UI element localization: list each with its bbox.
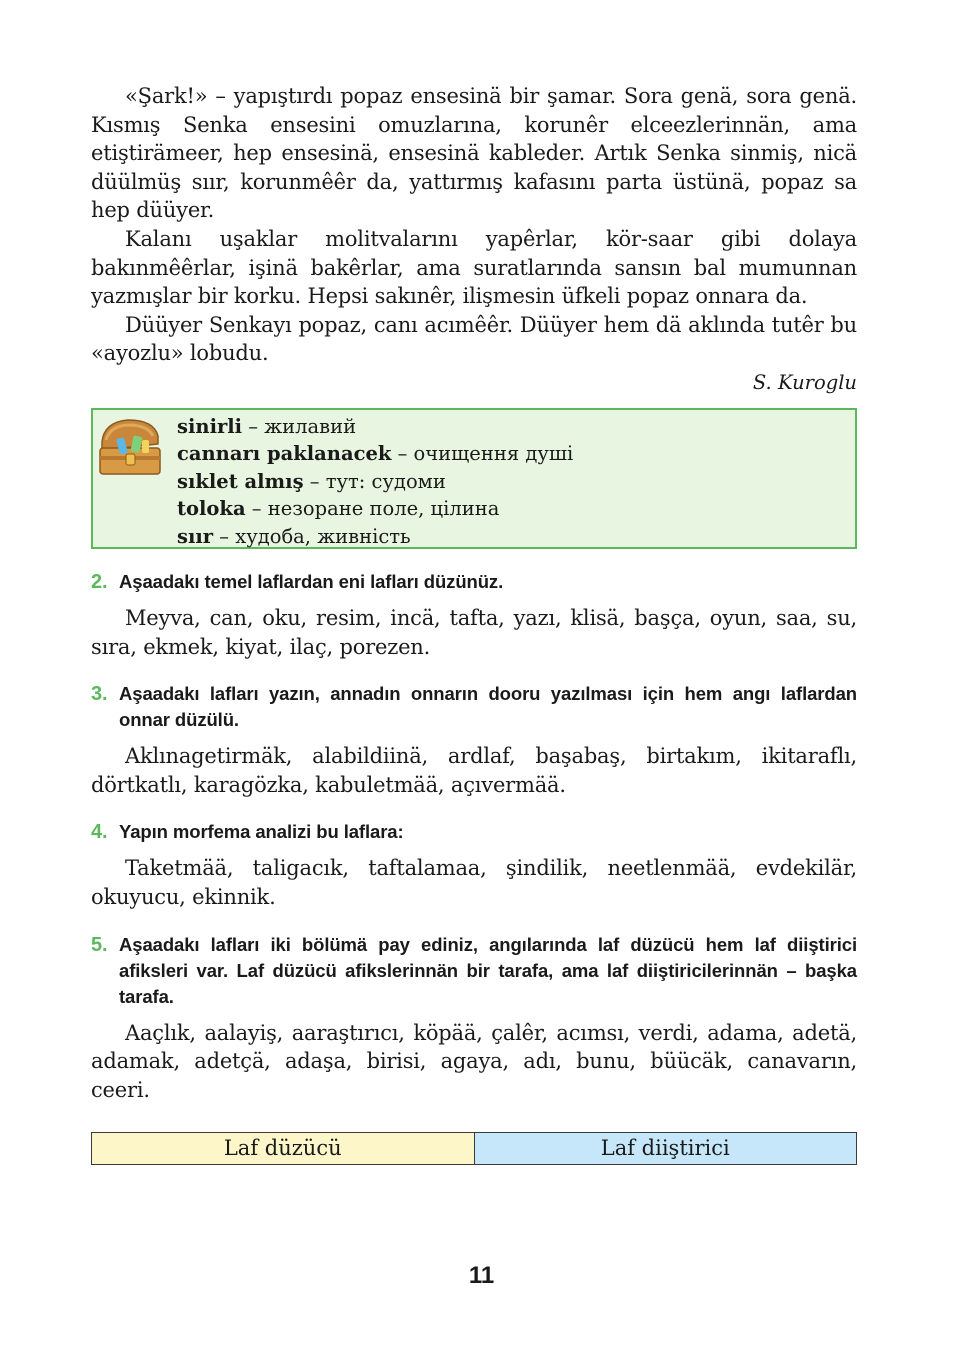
vocab-item (177, 440, 855, 468)
task-body: Meyva, can, oku, resim, incä, tafta, yazı, klisä, başça, oyun, saa, su, sıra, ekmek, kiyat, ilaç, porezen. (91, 605, 857, 659)
page-content (91, 82, 857, 1165)
task-heading (91, 932, 857, 1010)
task-number: 3. (91, 683, 108, 706)
task-heading (91, 819, 857, 845)
vocab-term: sinirli (177, 414, 243, 438)
task-instruction: Aşaadakı lafları iki bölümä pay ediniz, angılarında laf düzücü hem laf diiştirici afiksleri var. Laf düzücü afikslerinnän bir tarafa, ama laf diiştiricilerinnän – başka tarafa. (119, 933, 857, 1007)
treasure-chest-icon (96, 416, 166, 478)
vocab-term: sıklet almış (177, 469, 304, 493)
vocab-item (177, 495, 855, 523)
vocab-term: toloka (177, 497, 246, 521)
vocab-translation: – очищення душі (391, 442, 574, 466)
vocab-translation: – тут: судоми (303, 469, 446, 493)
page-number: 11 (468, 1262, 495, 1289)
table-header-laf-diistirici: Laf diiştirici (475, 1133, 857, 1164)
vocab-term: sıır (177, 524, 214, 548)
task-instruction: Yapın morfema analizi bu laflara: (119, 821, 404, 843)
vocab-translation: – худоба, живність (213, 524, 411, 548)
vocab-term: cannarı paklanacek (177, 442, 392, 466)
table-header-laf-duzucu: Laf düzücü (92, 1133, 475, 1164)
vocab-item (177, 413, 855, 441)
task-body: Taketmää, taligacık, taftalamaa, şindilik, neetlenmää, evdekilär, okuyucu, ekinnik. (91, 856, 857, 909)
task-heading (91, 681, 857, 733)
vocab-translation: – незоране поле, цілина (245, 497, 500, 521)
author-signature: S. Kuroglu (752, 370, 857, 394)
vocab-item (177, 468, 855, 496)
vocabulary-box (91, 408, 857, 549)
task-instruction: Aşaadakı lafları yazın, annadın onnarın dooru yazılması için hem angı laflardan onnar düzülü. (119, 683, 857, 731)
task-body: Aklınagetirmäk, alabildiinä, ardlaf, başabaş, birtakım, ikitaraflı, dörtkatlı, karagözka, kabuletmää, açıvermää. (91, 744, 857, 797)
story-paragraph: «Şark!» – yapıştırdı popaz ensesinä bir şamar. Sora genä, sora genä. Kısmış Senka ensesini omuzlarına, korunêr elceezlerinnän, ama etiştirämeer, hep ensesinä, ensesinä kableder. Artık Senka sinmiş, nicä düülmüş sıır, korunmêêr da, yattırmış kafasını parta üstünä, popaz sa hep düüyer. (91, 84, 857, 223)
story-paragraph: Kalanı uşaklar molitvalarını yapêrlar, kör-saar gibi dolaya bakınmêêrlar, işinä bakêrlar, ama suratlarında sansın bal mumunnan yazmışlar bir korku. Hepsi sakınêr, ilişmesin üfkeli popaz onnara da. (91, 226, 857, 309)
vocab-translation: – жилавий (242, 414, 357, 438)
vocab-item (177, 523, 855, 551)
story-paragraph: Düüyer Senkayı popaz, canı acımêêr. Düüyer hem dä aklında tutêr bu «ayozlu» lobudu. (91, 312, 857, 366)
task-body: Aaçlık, aalayiş, aaraştırıcı, köpää, çalêr, acımsı, verdi, adama, adetä, adamak, adetçä, adaşa, birisi, agaya, adı, bunu, büücäk, canavarın, ceeri. (91, 1020, 857, 1102)
task-heading (91, 569, 857, 595)
task-number: 2. (91, 570, 108, 593)
answer-table (91, 1132, 857, 1165)
task-number: 5. (91, 933, 108, 956)
task-number: 4. (91, 821, 108, 844)
task-instruction: Aşaadakı temel laflardan eni lafları düzünüz. (119, 570, 504, 592)
